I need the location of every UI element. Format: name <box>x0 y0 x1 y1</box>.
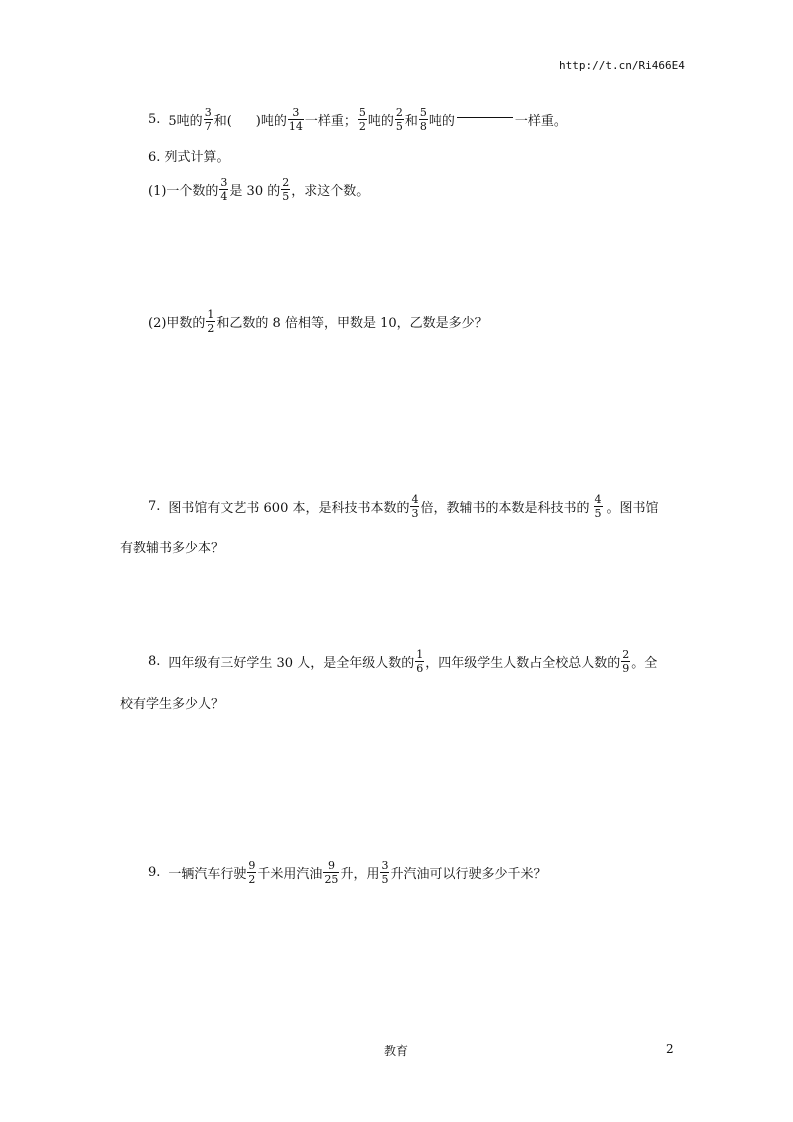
fraction: $\frac{5}{8}$ <box>419 105 427 133</box>
text: 一样重。 <box>514 113 567 129</box>
fraction: $\frac{9}{25}$ <box>324 858 339 886</box>
text: 升汽油可以行驶多少千米？ <box>390 866 547 882</box>
text: 升，用 <box>340 866 380 882</box>
text: 千米用汽油 <box>257 866 323 882</box>
question-8-line-2: 校有学生多少人？ <box>120 697 225 712</box>
fraction: $\frac{4}{5}$ <box>594 492 602 520</box>
fraction: $\frac{4}{3}$ <box>411 492 419 520</box>
text: 和 <box>404 113 418 129</box>
text: (1)一个数的 <box>148 183 219 199</box>
footer-center-text: 教育 <box>384 1044 409 1058</box>
question-9 <box>148 856 546 888</box>
text: 一辆汽车行驶 <box>168 866 247 882</box>
text: 和( <box>213 113 232 129</box>
answer-blank-line <box>457 117 513 118</box>
question-6-part-2 <box>148 306 488 336</box>
fraction: $\frac{5}{2}$ <box>358 105 366 133</box>
header-url: http://t.cn/Ri466E4 <box>559 59 685 72</box>
text: 一样重； <box>304 113 357 129</box>
text: 。全 <box>631 655 658 671</box>
question-number: 9. <box>148 864 161 880</box>
text: 吨的 <box>428 113 455 129</box>
question-7 <box>148 490 659 522</box>
fraction: $\frac{2}{9}$ <box>622 647 630 675</box>
question-number: 5. <box>148 111 161 127</box>
question-number: 7. <box>148 498 161 514</box>
fraction: $\frac{3}{14}$ <box>288 105 303 133</box>
text: ，求这个数。 <box>291 183 370 199</box>
text: 吨的 <box>367 113 394 129</box>
text: 四年级有三好学生 30 人，是全年级人数的 <box>168 655 415 671</box>
question-5 <box>148 104 567 134</box>
text: ，四年级学生人数占全校总人数的 <box>425 655 621 671</box>
question-number: 8. <box>148 653 161 669</box>
question-6-title: 6. 列式计算。 <box>148 150 230 165</box>
fraction: $\frac{2}{5}$ <box>282 175 290 203</box>
fraction: $\frac{2}{5}$ <box>395 105 403 133</box>
question-8 <box>148 645 657 677</box>
text: 。图书馆 <box>606 500 659 516</box>
page-number: 2 <box>666 1042 674 1056</box>
text: 图书馆有文艺书 600 本，是科技书本数的 <box>168 500 410 516</box>
text: 是 30 的 <box>229 183 281 199</box>
text: 和乙数的 8 倍相等，甲数是 10，乙数是多少？ <box>216 315 488 331</box>
text: 5吨的 <box>168 113 203 129</box>
question-6-part-1 <box>148 174 369 204</box>
question-7-line-2: 有教辅书多少本？ <box>120 541 225 556</box>
text: 倍，教辅书的本数是科技书的 <box>420 500 590 516</box>
text: (2)甲数的 <box>148 315 206 331</box>
text: )吨的 <box>255 113 287 129</box>
fraction: $\frac{3}{7}$ <box>204 105 212 133</box>
fraction: $\frac{9}{2}$ <box>248 858 256 886</box>
fraction: $\frac{3}{5}$ <box>381 858 389 886</box>
fraction: $\frac{1}{6}$ <box>416 647 424 675</box>
fraction: $\frac{3}{4}$ <box>220 175 228 203</box>
fraction: $\frac{1}{2}$ <box>207 307 215 335</box>
